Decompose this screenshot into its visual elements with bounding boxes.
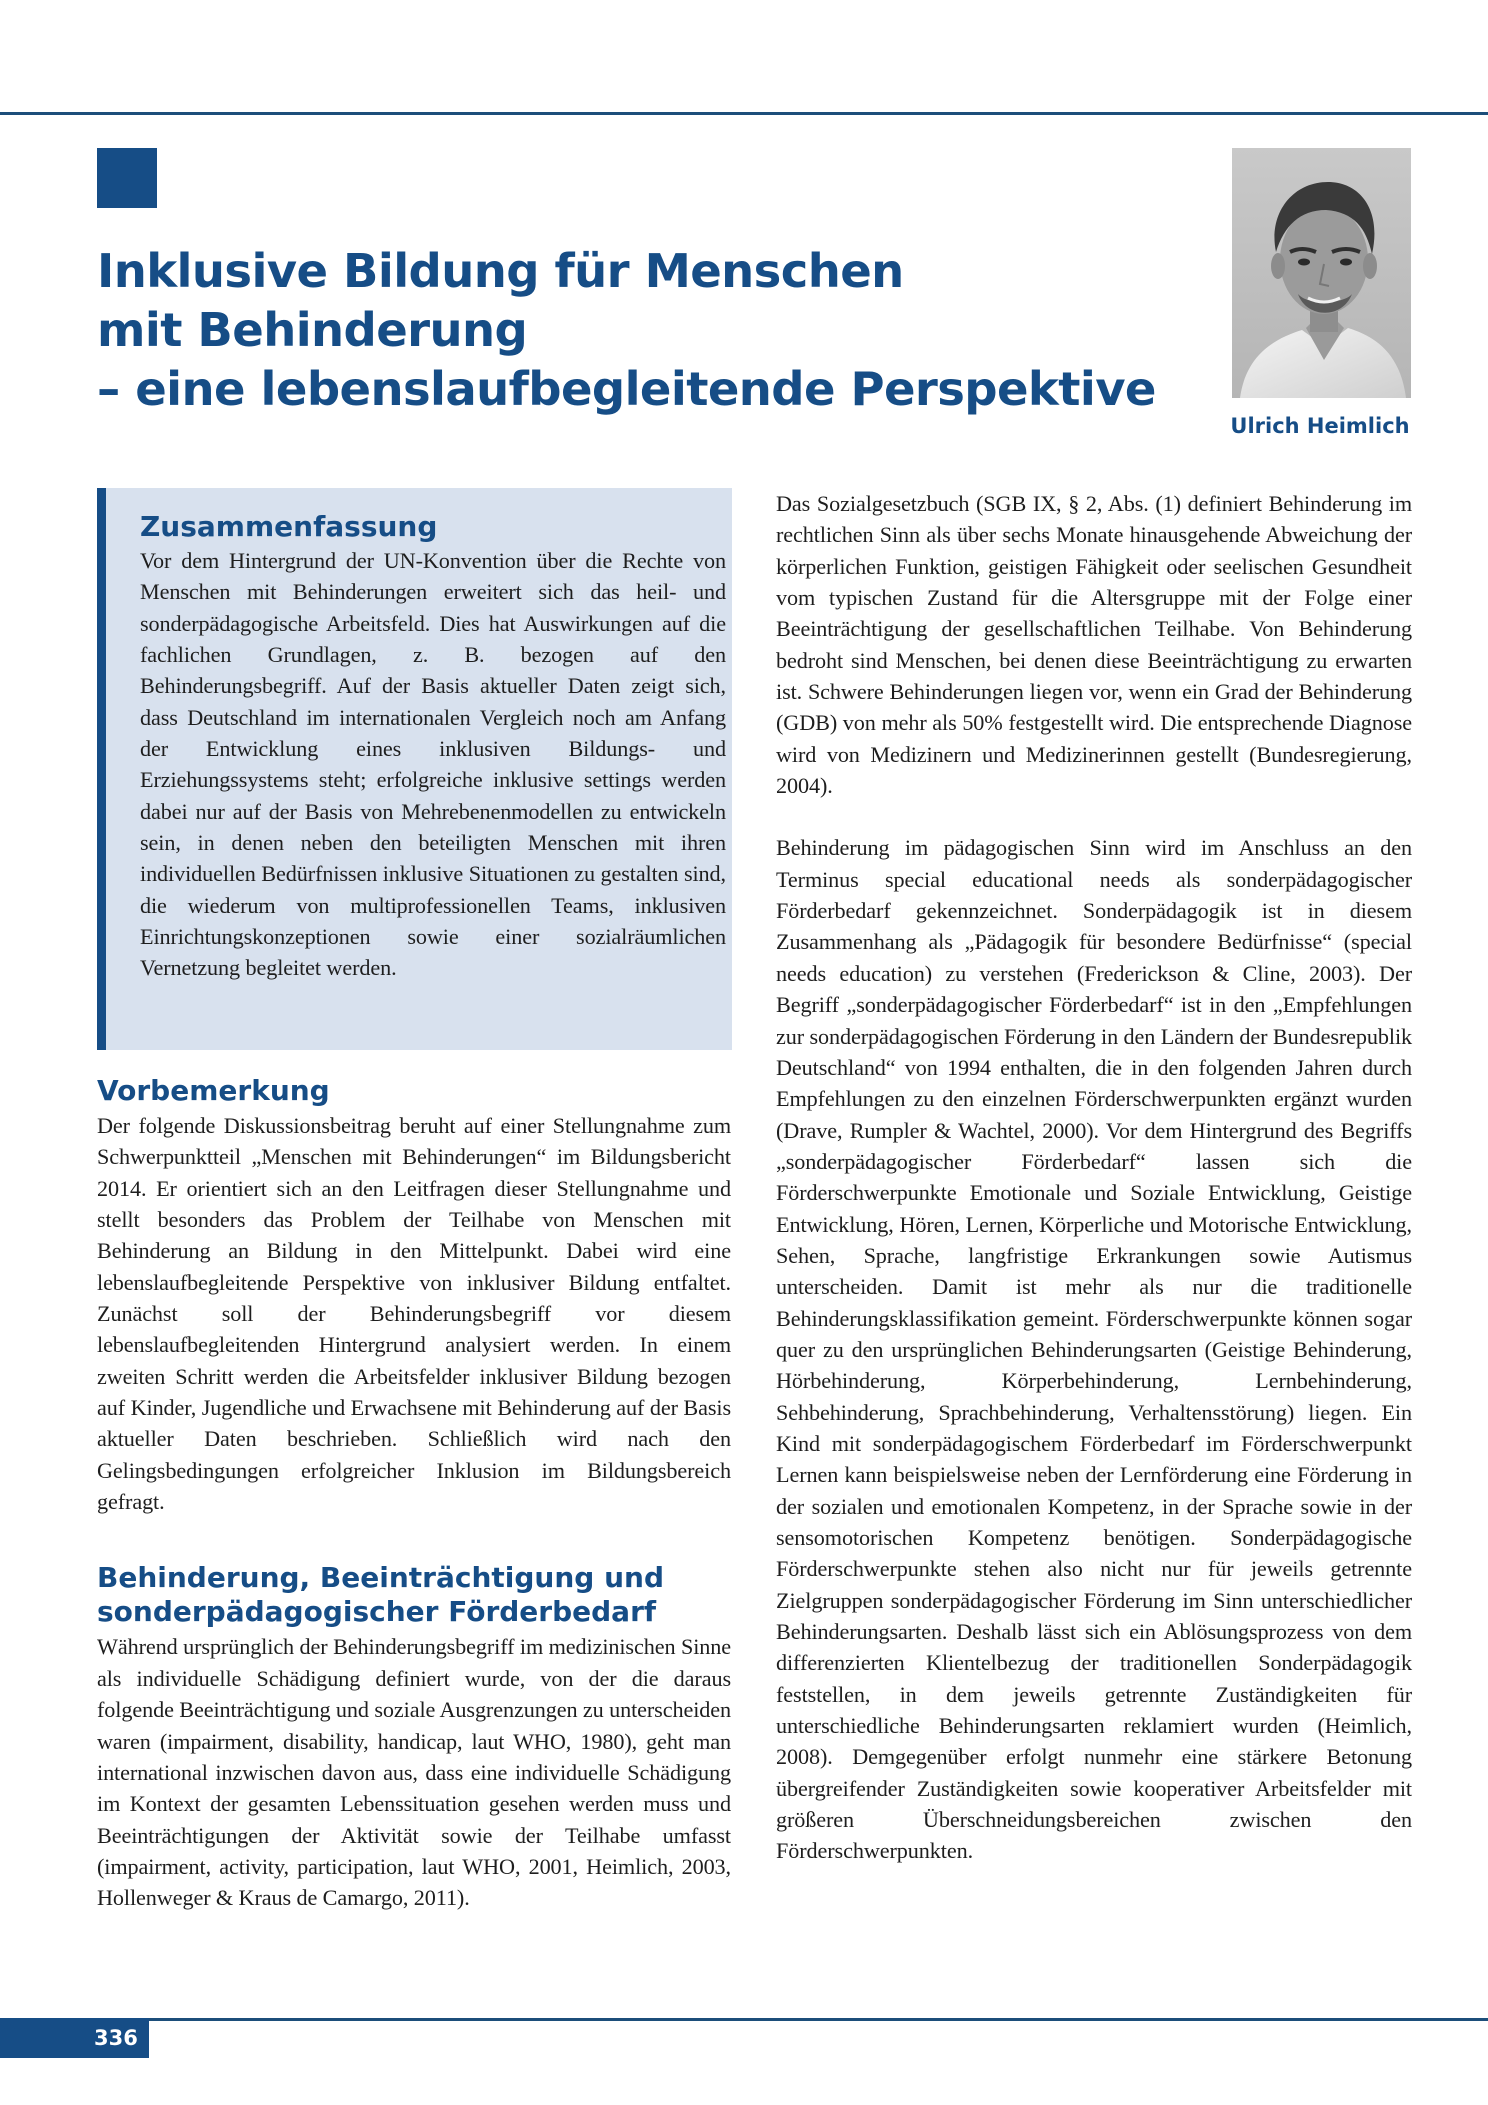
bottom-rule xyxy=(0,2018,1488,2021)
abstract-text: Vor dem Hintergrund der UN-Konvention über die Rechte von Menschen mit Behinderungen erweitert sich das heil- und sonderpädagogische Arbeitsfeld. Dies hat Auswirkungen auf die fachlichen Grundlagen, z. B. bezogen auf den Behinderungsbegriff. Auf der Basis aktueller Daten zeigt sich, dass Deutschland im internationalen Vergleich noch am Anfang der Entwicklung eines inklusiven Bildungs- und Erziehungssystems steht; erfolgreiche inklusive settings werden dabei nur auf der Basis von Mehrebenenmodellen zu entwickeln sein, in denen neben den beteiligten Menschen mit ihren individuellen Bedürfnissen inklusive Situationen zu gestalten sind, die wiederum von multiprofessionellen Teams, inklusiven Einrichtungskonzeptionen sowie einer sozialräumlichen Vernetzung begleitet werden. xyxy=(140,548,726,981)
right-paragraph-2: Behinderung im pädagogischen Sinn wird im Anschluss an den Terminus special educational needs als sonderpädagogischer Förderbedarf gekennzeichnet. Sonderpädagogik ist in diesem Zusammenhang als „Pädagogik für besondere Bedürfnisse“ (special needs education) zu verstehen (Frederickson & Cline, 2003). Der Begriff „sonderpädagogischer Förderbedarf“ ist in den „Empfehlungen zur sonderpädagogischen Förderung in den Ländern der Bundesrepublik Deutschland“ von 1994 enthalten, die in den folgenden Jahren durch Empfehlungen zu den einzelnen Förderschwerpunkten ergänzt wurden (Drave, Rumpler & Wachtel, 2000). Vor dem Hintergrund des Begriffs „sonderpädagogischer Förderbedarf“ lassen sich die Förderschwerpunkte Emotionale und Soziale Entwicklung, Geistige Entwicklung, Hören, Lernen, Körperliche und Motorische Entwicklung, Sehen, Sprache, langfristige Erkrankungen sowie Autismus unterscheiden. Damit ist mehr als nur die traditionelle Behinderungsklassifikation gemeint. Förderschwerpunkte können sogar quer zu den ursprünglichen Behinderungsarten (Geistige Behinderung, Hörbehinderung, Körperbehinderung, Lernbehinderung, Sehbehinderung, Sprachbehinderung, Verhaltensstörung) liegen. Ein Kind mit sonderpädagogischem Förderbedarf im Förderschwerpunkt Lernen kann beispielsweise neben der Lernförderung eine Förderung in der sozialen und emotionalen Kompetenz, in der Sprache sowie in der sensomotorischen Kompetenz benötigen. Sonderpädagogische Förderschwerpunkte stehen also nicht nur für jeweils getrennte Zielgruppen sonderpädagogischer Förderung im Sinn unterschiedlicher Behinderungsarten. Deshalb lässt sich ein Ablösungsprozess von dem differenzierten Klientelbezug der traditionellen Sonderpädagogik feststellen, in dem jeweils getrennte Zuständigkeiten für unterschiedliche Behinderungsarten reklamiert wurden (Heimlich, 2008). Demgegenüber erfolgt nunmehr eine stärkere Betonung übergreifender Zuständigkeiten sowie kooperativer Arbeitsfelder mit größeren Überschneidungsbereichen zwischen den Förderschwerpunkten. xyxy=(776,835,1412,1864)
right-paragraph-1: Das Sozialgesetzbuch (SGB IX, § 2, Abs. (1) definiert Behinderung im rechtlichen Sinn als über sechs Monate hinausgehende Abweichung der körperlichen Funktion, geistigen Fähigkeit oder seelischen Gesundheit vom typischen Zustand für die Altersgruppe mit der Folge einer Beeinträchtigung der gesellschaftlichen Teilhabe. Von Behinderung bedroht sind Menschen, bei denen diese Beeinträchtigung zu erwarten ist. Schwere Behinderungen liegen vor, wenn ein Grad der Behinderung (GDB) von mehr als 50% festgestellt wird. Die entsprechende Diagnose wird von Medizinern und Medizinerinnen gestellt (Bundesregierung, 2004). xyxy=(776,491,1412,799)
author-name: Ulrich Heimlich xyxy=(1230,414,1410,438)
right-column xyxy=(776,488,1412,1867)
left-column xyxy=(97,1074,731,1914)
title-line-1: Inklusive Bildung für Menschen xyxy=(97,244,904,298)
article-title xyxy=(97,242,1157,419)
author-portrait xyxy=(1232,148,1411,398)
title-line-2: mit Behinderung xyxy=(97,303,528,357)
vorbemerkung-paragraph: Der folgende Diskussionsbeitrag beruht auf einer Stellungnahme zum Schwerpunktteil „Menschen mit Behinderungen“ im Bildungsbericht 2014. Er orientiert sich an den Leitfragen dieser Stellungnahme und stellt besonders das Problem der Teilhabe von Menschen mit Behinderung an Bildung in den Mittelpunkt. Dabei wird eine lebenslaufbegleitende Perspektive von inklusiver Bildung entfaltet. Zunächst soll der Behinderungsbegriff vor diesem lebenslaufbegleitenden Hintergrund analysiert werden. In einem zweiten Schritt werden die Arbeitsfelder inklusiver Bildung bezogen auf Kinder, Jugendliche und Erwachsene mit Behinderung auf der Basis aktueller Daten beschrieben. Schließlich wird nach den Gelingsbedingungen erfolgreicher Inklusion im Bildungsbereich gefragt. xyxy=(97,1113,731,1515)
section-heading-behinderung-line-2: sonderpädagogischer Förderbedarf xyxy=(97,1595,657,1629)
behinderung-paragraph: Während ursprünglich der Behinderungsbegriff im medizinischen Sinne als individuelle Schädigung definiert wurde, von der die daraus folgende Beeinträchtigung und soziale Ausgrenzungen zu unterscheiden waren (impairment, disability, handicap, laut WHO, 1980), geht man international inzwischen davon aus, dass eine individuelle Schädigung im Kontext der gesamten Lebenssituation gesehen werden muss und Beeinträchtigungen der Aktivität sowie der Teilhabe umfasst (impairment, activity, participation, laut WHO, 2001, Heimlich, 2003, Hollenweger & Kraus de Camargo, 2011). xyxy=(97,1634,731,1911)
title-line-3: – eine lebenslaufbegleitende Perspektive xyxy=(97,362,1156,416)
abstract-box xyxy=(97,488,732,1050)
section-marker-square xyxy=(97,148,157,208)
author-portrait-image xyxy=(1232,148,1411,398)
top-rule xyxy=(0,112,1488,115)
section-heading-behinderung xyxy=(97,1561,731,1629)
section-heading-behinderung-line-1: Behinderung, Beeinträchtigung und xyxy=(97,1561,664,1595)
abstract-heading: Zusammenfassung xyxy=(140,510,438,543)
section-heading-vorbemerkung: Vorbemerkung xyxy=(97,1074,330,1107)
page-number: 336 xyxy=(0,2018,149,2058)
